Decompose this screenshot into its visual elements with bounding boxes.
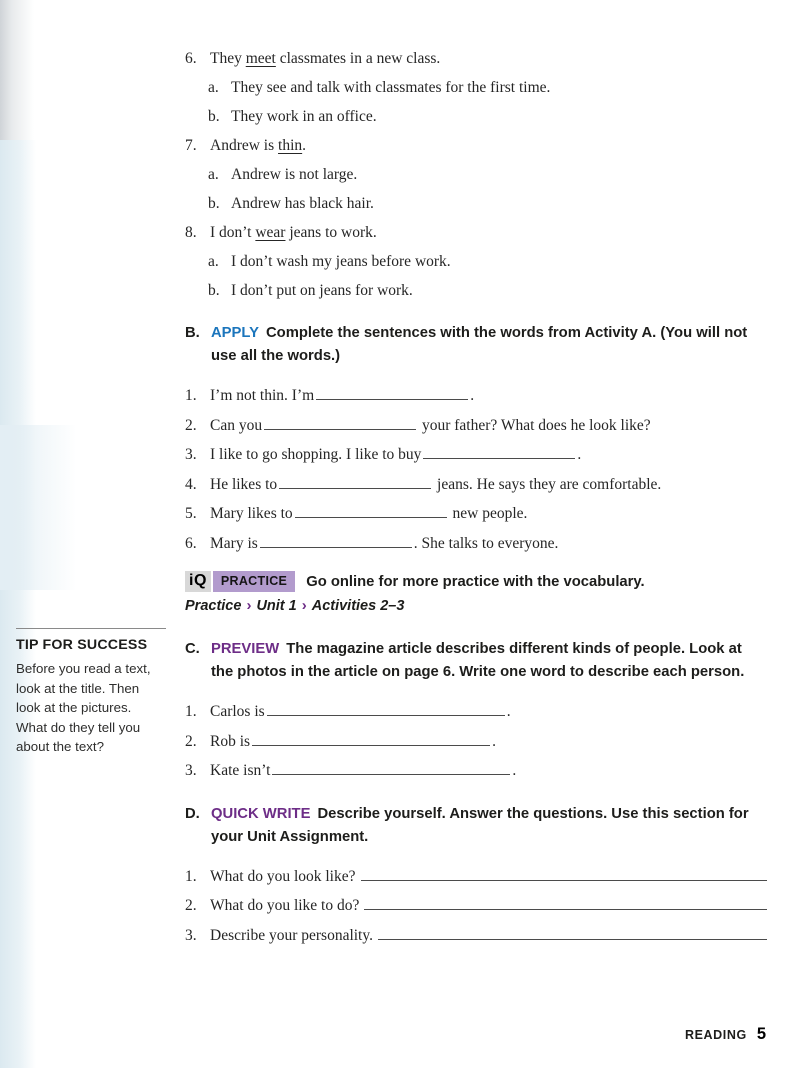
item-number: 4.: [185, 475, 197, 493]
tip-for-success-box: [16, 628, 166, 757]
option-letter: b.: [208, 282, 220, 299]
fill-item-5: [185, 499, 767, 529]
answer-blank: [272, 760, 510, 775]
section-heading-text: [211, 322, 767, 368]
item-text: Rob is .: [210, 732, 496, 750]
item-7-stem: [185, 131, 767, 160]
fill-item-1: [185, 697, 767, 727]
chevron-right-icon: ›: [301, 597, 307, 614]
answer-line: [378, 925, 767, 940]
vocab-check-items: [185, 44, 767, 305]
fill-item-2: [185, 727, 767, 757]
option-text: I don’t put on jeans for work.: [231, 282, 413, 299]
option-letter: a.: [208, 79, 219, 96]
answer-blank: [295, 503, 447, 518]
section-b-apply: [185, 322, 767, 558]
item-number: 2.: [185, 897, 197, 914]
answer-blank: [316, 385, 468, 400]
tip-title: TIP FOR SUCCESS: [16, 637, 148, 653]
answer-line: [364, 895, 767, 910]
iq-logo: iQ: [185, 571, 211, 592]
write-item-3: [185, 921, 767, 951]
answer-blank: [423, 444, 575, 459]
item-6-stem: [185, 44, 767, 73]
section-instructions: Describe yourself. Answer the questions. Use this section for your Unit Assignment.: [211, 805, 749, 845]
item-7-option-a: [185, 160, 767, 189]
fill-item-3: [185, 440, 767, 470]
item-text: I don’t wear jeans to work.: [210, 224, 377, 241]
tip-divider: [16, 628, 166, 629]
fill-item-6: [185, 529, 767, 559]
fill-item-1: [185, 381, 767, 411]
item-text: Can you your father? What does he look like?: [210, 416, 651, 434]
answer-blank: [279, 474, 431, 489]
section-b-items: [185, 381, 767, 558]
item-6-option-a: [185, 73, 767, 102]
option-letter: a.: [208, 166, 219, 183]
main-column: [185, 44, 767, 950]
iq-practice-text: Go online for more practice with the vocabulary.: [306, 573, 645, 590]
breadcrumb-item: Practice: [185, 598, 242, 614]
answer-line: [361, 866, 768, 881]
underlined-word: thin: [278, 137, 303, 154]
item-8-option-a: [185, 247, 767, 276]
item-number: 3.: [185, 762, 197, 779]
page-footer: [685, 1025, 766, 1044]
breadcrumb: [185, 597, 767, 614]
item-number: 3.: [185, 446, 197, 463]
section-c-preview: [185, 638, 767, 786]
tip-body: Before you read a text, look at the title. Then look at the pictures. What do they tell you about the text?: [16, 661, 151, 754]
item-number: 1.: [185, 867, 197, 885]
section-d-items: [185, 862, 767, 951]
item-number: 8.: [185, 224, 197, 241]
item-text: Mary is . She talks to everyone.: [210, 534, 559, 552]
section-letter: C.: [185, 641, 200, 657]
iq-practice-block: [185, 571, 767, 614]
breadcrumb-item: Unit 1: [256, 598, 297, 614]
item-number: 2.: [185, 732, 197, 750]
item-number: 7.: [185, 137, 197, 154]
option-text: Andrew has black hair.: [231, 195, 374, 212]
section-letter: D.: [185, 805, 200, 822]
scan-edge-tint: [0, 140, 36, 1068]
section-c-items: [185, 697, 767, 786]
item-text: Andrew is thin.: [210, 137, 307, 154]
underlined-word: wear: [255, 224, 286, 241]
iq-practice-line: [185, 571, 767, 592]
section-letter: B.: [185, 325, 200, 341]
practice-badge: PRACTICE: [213, 571, 295, 592]
option-letter: a.: [208, 253, 219, 270]
item-number: 6.: [185, 50, 197, 67]
breadcrumb-item: Activities 2–3: [311, 598, 405, 614]
fill-item-4: [185, 470, 767, 500]
section-instructions: The magazine article describes different kinds of people. Look at the photos in the article on page 6. Write one word to describe each person.: [211, 641, 745, 680]
option-text: They work in an office.: [231, 108, 377, 125]
item-text: Describe your personality.: [210, 926, 373, 944]
option-text: Andrew is not large.: [231, 166, 358, 183]
section-heading-text: [211, 803, 767, 849]
item-number: 1.: [185, 387, 197, 404]
item-number: 6.: [185, 534, 197, 552]
section-d-quick-write: [185, 803, 767, 951]
option-letter: b.: [208, 108, 220, 125]
section-instructions: Complete the sentences with the words from Activity A. (You will not use all the words.): [211, 325, 748, 364]
item-7-option-b: [185, 189, 767, 218]
section-keyword: APPLY: [211, 325, 259, 341]
item-text: What do you look like?: [210, 867, 356, 885]
answer-blank: [264, 415, 416, 430]
answer-blank: [252, 731, 490, 746]
answer-blank: [260, 533, 412, 548]
item-text: Carlos is .: [210, 703, 511, 720]
chevron-right-icon: ›: [246, 597, 252, 614]
scan-edge-tint-patch: [0, 425, 90, 590]
section-keyword: PREVIEW: [211, 641, 280, 657]
item-number: 2.: [185, 416, 197, 434]
item-text: I’m not thin. I’m .: [210, 387, 475, 404]
fill-item-3: [185, 756, 767, 786]
option-text: I don’t wash my jeans before work.: [231, 253, 451, 270]
section-heading-text: [211, 638, 767, 684]
item-text: Mary likes to new people.: [210, 505, 528, 522]
item-number: 5.: [185, 505, 197, 522]
item-8-stem: [185, 218, 767, 247]
option-text: They see and talk with classmates for the first time.: [231, 79, 551, 96]
item-8-option-b: [185, 276, 767, 305]
section-keyword: QUICK WRITE: [211, 805, 311, 822]
write-item-2: [185, 891, 767, 921]
footer-page-number: 5: [756, 1025, 766, 1043]
item-text: They meet classmates in a new class.: [210, 50, 441, 67]
item-text: Kate isn’t .: [210, 762, 517, 779]
item-number: 1.: [185, 703, 197, 720]
fill-item-2: [185, 411, 767, 441]
item-6-option-b: [185, 102, 767, 131]
section-d-heading: [185, 803, 767, 849]
item-text: I like to go shopping. I like to buy .: [210, 446, 582, 463]
option-letter: b.: [208, 195, 220, 212]
answer-blank: [267, 701, 505, 716]
item-text: He likes to jeans. He says they are comfortable.: [210, 475, 662, 493]
underlined-word: meet: [245, 50, 276, 67]
scan-edge-shadow: [0, 0, 34, 150]
item-text: What do you like to do?: [210, 897, 360, 914]
section-b-heading: [185, 322, 767, 368]
section-c-heading: [185, 638, 767, 684]
write-item-1: [185, 862, 767, 892]
footer-section-label: READING: [684, 1028, 747, 1042]
item-number: 3.: [185, 926, 197, 944]
